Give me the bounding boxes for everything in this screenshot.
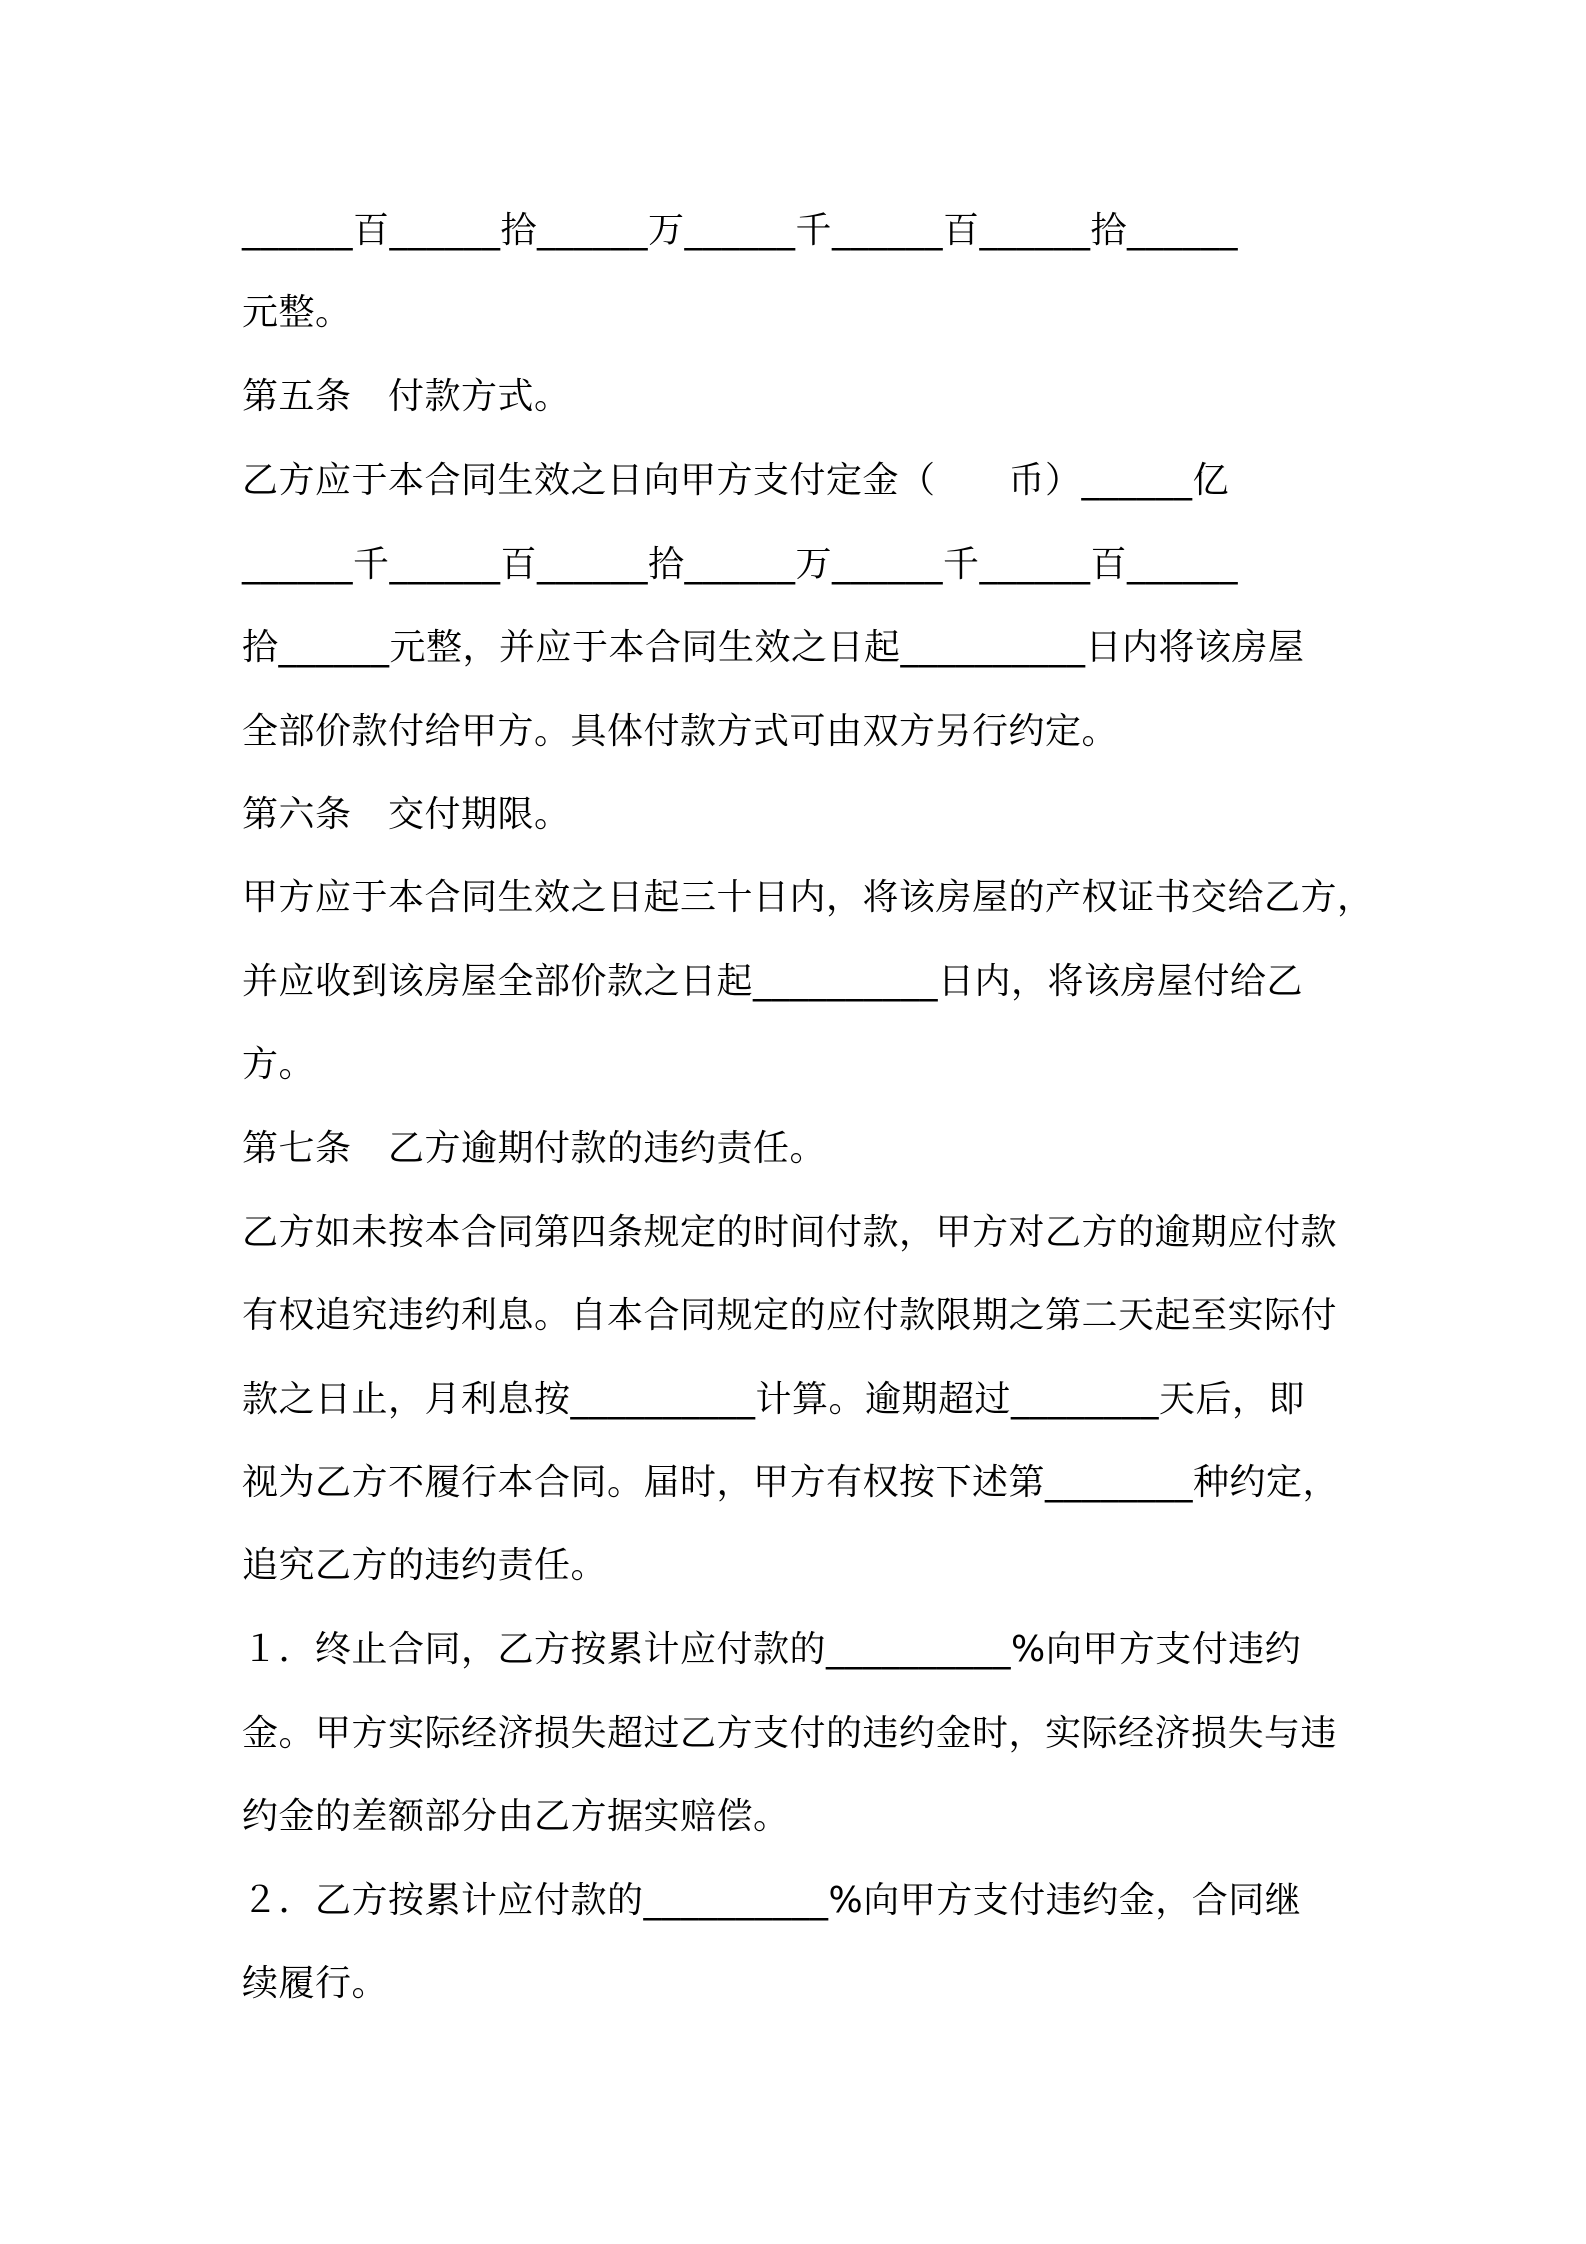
- text-line: 续履行。: [242, 1963, 389, 2004]
- text-line: 方。: [242, 1044, 316, 1085]
- list-item: １．终止合同，乙方按累计应付款的__________%向甲方支付违约: [242, 1629, 1302, 1670]
- text-line: ______千______百______拾______万______千______百______: [242, 544, 1238, 585]
- text-line: 款之日止，月利息按__________计算。逾期超过________天后，即: [242, 1379, 1306, 1420]
- text-line: 追究乙方的违约责任。: [242, 1545, 608, 1586]
- text-line: 元整。: [242, 292, 352, 333]
- text-line: 全部价款付给甲方。具体付款方式可由双方另行约定。: [242, 711, 1119, 752]
- section-heading: 第六条 交付期限。: [242, 794, 571, 835]
- text-line: 约金的差额部分由乙方据实赔偿。: [242, 1796, 790, 1837]
- text-line: ______百______拾______万______千______百______拾______: [242, 210, 1238, 251]
- text-line: 乙方应于本合同生效之日向甲方支付定金（ 币）______亿: [242, 460, 1230, 501]
- text-line: 并应收到该房屋全部价款之日起__________日内，将该房屋付给乙: [242, 961, 1304, 1002]
- text-line: 有权追究违约利息。自本合同规定的应付款限期之第二天起至实际付: [242, 1295, 1338, 1336]
- list-item: ２．乙方按累计应付款的__________%向甲方支付违约金，合同继: [242, 1880, 1302, 1921]
- section-heading: 第七条 乙方逾期付款的违约责任。: [242, 1128, 827, 1169]
- text-line: 甲方应于本合同生效之日起三十日内，将该房屋的产权证书交给乙方，: [242, 877, 1374, 918]
- text-line: 拾______元整，并应于本合同生效之日起__________日内将该房屋: [242, 627, 1305, 668]
- text-line: 视为乙方不履行本合同。届时，甲方有权按下述第________种约定，: [242, 1462, 1340, 1503]
- text-line: 乙方如未按本合同第四条规定的时间付款，甲方对乙方的逾期应付款: [242, 1212, 1338, 1253]
- section-heading: 第五条 付款方式。: [242, 376, 571, 417]
- text-line: 金。甲方实际经济损失超过乙方支付的违约金时，实际经济损失与违: [242, 1713, 1338, 1754]
